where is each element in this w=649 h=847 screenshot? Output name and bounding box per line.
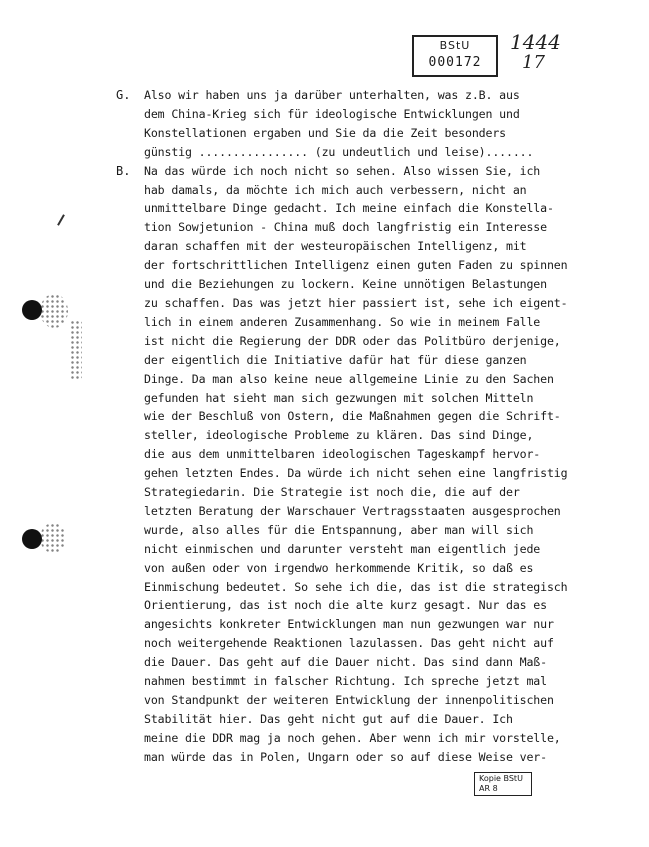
text-line: noch weitergehende Reaktionen lazulassen. Das geht nicht auf — [144, 636, 554, 651]
text-line: nahmen bestimmt in falscher Richtung. Ich spreche jetzt mal — [144, 674, 547, 689]
archive-stamp-org: BStU — [439, 39, 471, 52]
text-line: letzten Beratung der Warschauer Vertragsstaaten ausgesprochen — [144, 503, 561, 518]
handwritten-page-number: 17 — [522, 52, 545, 73]
archive-stamp — [412, 35, 498, 77]
text-line: Konstellationen ergaben und Sie da die Zeit besonders — [144, 125, 506, 140]
text-line: man würde das in Polen, Ungarn oder so auf diese Weise ver- — [144, 749, 547, 764]
text-line: zu schaffen. Das was jetzt hier passiert ist, sehe ich eigent- — [144, 295, 568, 310]
text-line: daran schaffen mit der westeuropäischen Intelligenz, mit — [144, 239, 527, 254]
text-line: ist nicht die Regierung der DDR oder das Politbüro derjenige, — [144, 333, 561, 348]
text-line: wie der Beschluß von Ostern, die Maßnahmen gegen die Schrift- — [144, 409, 561, 424]
text-line: Dinge. Da man also keine neue allgemeine Linie zu den Sachen — [144, 371, 554, 386]
text-line: Einmischung bedeutet. So sehe ich die, das ist die strategisch — [144, 579, 568, 594]
text-line: meine die DDR mag ja noch gehen. Aber wenn ich mir vorstelle, — [144, 730, 561, 745]
copy-stamp-line: AR 8 — [479, 784, 498, 793]
speech-block-b — [116, 162, 576, 767]
copy-stamp — [474, 772, 532, 796]
scan-speckle — [40, 523, 66, 553]
text-line: und die Beziehungen zu lockern. Keine unnötigen Belastungen — [144, 277, 547, 292]
text-line: Stabilität hier. Das geht nicht gut auf die Dauer. Ich — [144, 711, 513, 726]
copy-stamp-line: Kopie BStU — [479, 774, 523, 783]
text-line: Strategiedarin. Die Strategie ist noch die, die auf der — [144, 485, 520, 500]
punch-hole — [22, 529, 42, 549]
text-line: Orientierung, das ist noch die alte kurz gesagt. Nur das es — [144, 598, 547, 613]
text-line: wurde, also alles für die Entspannung, aber man will sich — [144, 522, 534, 537]
text-line: gehen letzten Endes. Da würde ich nicht sehen eine langfristig — [144, 466, 568, 481]
scan-speckle — [70, 320, 82, 380]
transcript-body — [116, 86, 576, 767]
punch-hole — [22, 300, 42, 320]
archive-stamp-number: 000172 — [428, 55, 482, 70]
text-line: gefunden hat sieht man sich gezwungen mit solchen Mitteln — [144, 390, 534, 405]
text-line: hab damals, da möchte ich mich auch verbessern, nicht an — [144, 182, 527, 197]
text-line: die Dauer. Das geht auf die Dauer nicht. Das sind dann Maß- — [144, 655, 547, 670]
text-line: unmittelbare Dinge gedacht. Ich meine einfach die Konstella- — [144, 201, 554, 216]
text-line: von außen oder von irgendwo herkommende Kritik, so daß es — [144, 560, 534, 575]
text-line: steller, ideologische Probleme zu klären. Das sind Dinge, — [144, 428, 534, 443]
text-line: von Standpunkt der weiteren Entwicklung der innenpolitischen — [144, 693, 554, 707]
text-line: angesichts konkreter Entwicklungen man nun gezwungen war nur — [144, 617, 554, 632]
text-line: Also wir haben uns ja darüber unterhalten, was z.B. aus — [144, 88, 520, 102]
text-line: tion Sowjetunion - China muß doch langfristig ein Interesse — [144, 220, 547, 235]
text-line: Na das würde ich noch nicht so sehen. Also wissen Sie, ich — [144, 163, 541, 178]
speaker-label: G. — [116, 88, 131, 102]
text-line: günstig ................ (zu undeutlich und leise)....... — [144, 144, 534, 159]
handwritten-folio-number: 1444 — [510, 30, 561, 54]
text-line: der fortschrittlichen Intelligenz einen guten Faden zu spinnen — [144, 258, 568, 273]
text-line: der eigentlich die Initiative dafür hat für diese ganzen — [144, 352, 527, 367]
text-line: nicht einmischen und darunter versteht man eigentlich jede — [144, 541, 541, 556]
speaker-label: B. — [116, 163, 131, 178]
text-line: dem China-Krieg sich für ideologische Entwicklungen und — [144, 106, 520, 121]
scan-speckle — [40, 294, 68, 328]
speech-block-g — [116, 86, 576, 162]
margin-mark — [57, 214, 65, 225]
text-line: die aus dem unmittelbaren ideologischen Tageskampf hervor- — [144, 447, 541, 462]
text-line: lich in einem anderen Zusammenhang. So wie in meinem Falle — [144, 314, 541, 329]
